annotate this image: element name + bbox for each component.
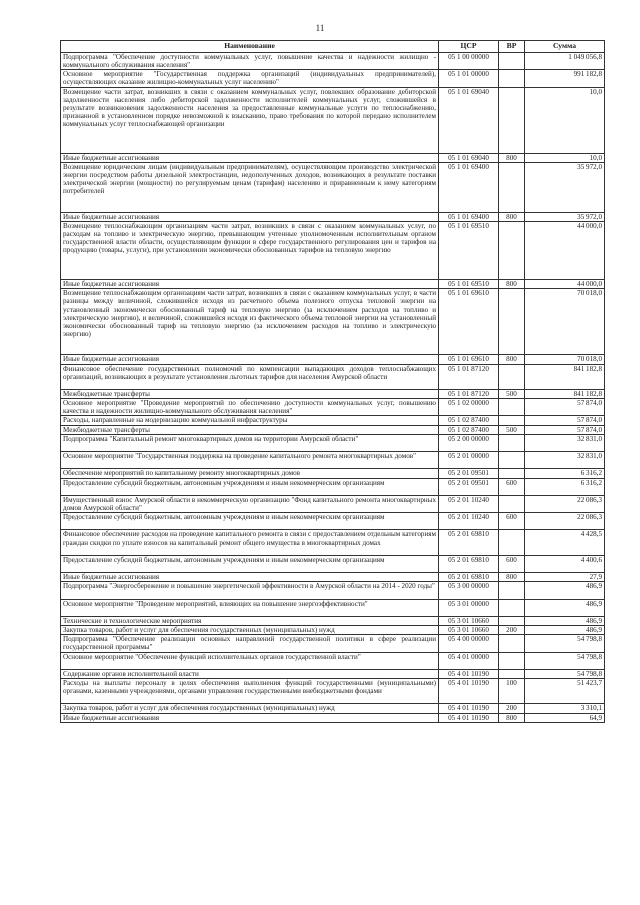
table-row	[61, 280, 605, 289]
row-csr-cell: 05 4 01 00000	[439, 652, 499, 669]
table-row	[61, 555, 605, 572]
table-row	[61, 626, 605, 635]
row-sum-cell: 486,9	[525, 616, 605, 625]
row-csr-cell: 05 1 02 87400	[439, 425, 499, 434]
table-row	[61, 652, 605, 669]
table-row	[61, 416, 605, 425]
row-csr-cell: 05 4 01 10190	[439, 713, 499, 722]
row-vr-cell: 800	[499, 212, 525, 221]
table-row	[61, 452, 605, 469]
row-csr-cell: 05 3 01 10660	[439, 626, 499, 635]
table-row	[61, 469, 605, 478]
row-vr-cell: 800	[499, 280, 525, 289]
row-name-cell: Иные бюджетные ассигнования	[61, 355, 439, 364]
row-csr-cell: 05 4 00 00000	[439, 635, 499, 652]
row-vr-cell	[499, 635, 525, 652]
row-csr-cell: 05 1 01 69040	[439, 153, 499, 162]
row-vr-cell: 200	[499, 626, 525, 635]
row-vr-cell: 800	[499, 355, 525, 364]
row-sum-cell: 32 831,0	[525, 434, 605, 451]
row-vr-cell	[499, 599, 525, 616]
row-vr-cell	[499, 495, 525, 512]
row-csr-cell: 05 1 01 00000	[439, 70, 499, 87]
row-sum-cell: 64,9	[525, 713, 605, 722]
row-sum-cell: 44 000,0	[525, 222, 605, 280]
row-sum-cell: 70 018,0	[525, 289, 605, 355]
table-row	[61, 70, 605, 87]
row-name-cell: Имущественный взнос Амурской области в некоммерческую организацию "Фонд капитального ремонта многоквартирных домов Амурской области"	[61, 495, 439, 512]
table-row	[61, 573, 605, 582]
row-vr-cell	[499, 469, 525, 478]
row-vr-cell: 600	[499, 513, 525, 530]
row-name-cell: Предоставление субсидий бюджетным, автономным учреждениям и иным некоммерческим организациям	[61, 555, 439, 572]
table-row	[61, 355, 605, 364]
row-vr-cell	[499, 70, 525, 87]
table-row	[61, 582, 605, 599]
row-name-cell: Содержание органов исполнительной власти	[61, 669, 439, 678]
row-sum-cell: 57 874,0	[525, 416, 605, 425]
row-csr-cell: 05 1 01 69510	[439, 222, 499, 280]
row-sum-cell: 10,0	[525, 87, 605, 153]
row-name-cell: Закупка товаров, работ и услуг для обеспечения государственных (муниципальных) нужд	[61, 626, 439, 635]
row-name-cell: Расходы, направленные на модернизацию коммунальной инфраструктуры	[61, 416, 439, 425]
row-vr-cell: 800	[499, 713, 525, 722]
table-row	[61, 434, 605, 451]
row-csr-cell: 05 2 00 00000	[439, 434, 499, 451]
table-row	[61, 390, 605, 399]
row-name-cell: Основное мероприятие "Проведение мероприятий, влияющих на повышение энергоэффективности"	[61, 599, 439, 616]
header-vr: ВР	[499, 41, 525, 53]
row-sum-cell: 3 310,1	[525, 704, 605, 713]
row-sum-cell: 22 086,3	[525, 513, 605, 530]
header-sum: Сумма	[525, 41, 605, 53]
row-vr-cell: 200	[499, 704, 525, 713]
row-sum-cell: 991 182,8	[525, 70, 605, 87]
table-row	[61, 530, 605, 555]
row-csr-cell: 05 2 01 69810	[439, 573, 499, 582]
table-row	[61, 399, 605, 416]
row-name-cell: Обеспечение мероприятий по капитальному ремонту многоквартирных домов	[61, 469, 439, 478]
table-row	[61, 87, 605, 153]
row-name-cell: Финансовое обеспечение расходов на проведение капитального ремонта в связи с предоставлением отдельным категориям граждан скидки по уплате взносов на капитальный ремонт общего имущества в многоквартирных домах	[61, 530, 439, 555]
row-name-cell: Возмещение юридическим лицам (индивидуальным предпринимателям), осуществляющим производство электрической энергии посредством работы дизельной электростанции, недополученных доходов, возникающих в результате поставки электрической энергии (мощности) по регулируемым ценам (тарифам) населению и приравненным к нему категориям потребителей	[61, 162, 439, 212]
row-csr-cell: 05 2 01 09501	[439, 469, 499, 478]
row-vr-cell	[499, 399, 525, 416]
budget-table	[60, 40, 605, 723]
row-vr-cell	[499, 669, 525, 678]
row-name-cell: Иные бюджетные ассигнования	[61, 713, 439, 722]
row-csr-cell: 05 2 01 69810	[439, 530, 499, 555]
row-csr-cell: 05 1 01 69400	[439, 162, 499, 212]
row-sum-cell: 486,9	[525, 582, 605, 599]
row-csr-cell: 05 4 01 10190	[439, 704, 499, 713]
row-csr-cell: 05 3 00 00000	[439, 582, 499, 599]
row-sum-cell: 57 874,0	[525, 399, 605, 416]
row-sum-cell: 10,0	[525, 153, 605, 162]
row-sum-cell: 841 182,8	[525, 390, 605, 399]
table-row	[61, 495, 605, 512]
row-name-cell: Подпрограмма "Обеспечение реализации основных направлений государственной политики в сфере реализации государственной программы"	[61, 635, 439, 652]
table-row	[61, 616, 605, 625]
row-csr-cell: 05 3 01 00000	[439, 599, 499, 616]
row-vr-cell	[499, 222, 525, 280]
row-csr-cell: 05 1 01 69610	[439, 289, 499, 355]
row-sum-cell: 35 972,0	[525, 162, 605, 212]
row-vr-cell	[499, 162, 525, 212]
table-row	[61, 478, 605, 495]
row-sum-cell: 841 182,8	[525, 364, 605, 389]
table-row	[61, 635, 605, 652]
row-sum-cell: 35 972,0	[525, 212, 605, 221]
row-name-cell: Иные бюджетные ассигнования	[61, 280, 439, 289]
row-vr-cell: 800	[499, 573, 525, 582]
row-vr-cell: 600	[499, 555, 525, 572]
row-vr-cell	[499, 87, 525, 153]
row-sum-cell: 57 874,0	[525, 425, 605, 434]
table-body	[61, 53, 605, 723]
row-csr-cell: 05 2 01 09501	[439, 478, 499, 495]
table-row	[61, 599, 605, 616]
row-vr-cell	[499, 530, 525, 555]
table-header-row	[61, 41, 605, 53]
row-csr-cell: 05 1 01 69610	[439, 355, 499, 364]
table-row	[61, 513, 605, 530]
table-row	[61, 212, 605, 221]
row-name-cell: Финансовое обеспечение государственных полномочий по компенсации выпадающих доходов теплоснабжающих организаций, возникающих в результате установления льготных тарифов для населения Амурской области	[61, 364, 439, 389]
row-vr-cell: 500	[499, 425, 525, 434]
row-name-cell: Основное мероприятие "Государственная поддержка на проведение капитального ремонта многоквартирных домов"	[61, 452, 439, 469]
row-name-cell: Иные бюджетные ассигнования	[61, 212, 439, 221]
row-name-cell: Иные бюджетные ассигнования	[61, 573, 439, 582]
row-name-cell: Технические и технологические мероприятия	[61, 616, 439, 625]
row-sum-cell: 54 798,8	[525, 652, 605, 669]
row-vr-cell: 600	[499, 478, 525, 495]
table-row	[61, 289, 605, 355]
row-sum-cell: 486,9	[525, 626, 605, 635]
row-name-cell: Предоставление субсидий бюджетным, автономным учреждениям и иным некоммерческим организациям	[61, 513, 439, 530]
row-name-cell: Возмещение теплоснабжающим организациям части затрат, возникших в связи с оказанием коммунальных услуг, в части разницы между величиной, сложившейся исходя из расчетного объема полезного отпуска тепловой энергии на установленный экономически обоснованный тариф на тепловую энергию (за исключением расходов на топливо и электрическую энергию), и величиной, сложившейся исходя из фактического объема тепловой энергии на установленный экономически обоснованный тариф на тепловую энергию (за исключением расходов на топливо и электрическую энергию)	[61, 289, 439, 355]
row-vr-cell	[499, 452, 525, 469]
row-name-cell: Иные бюджетные ассигнования	[61, 153, 439, 162]
table-row	[61, 162, 605, 212]
row-name-cell: Подпрограмма "Энергосбережение и повышение энергетической эффективности в Амурской области на 2014 - 2020 годы"	[61, 582, 439, 599]
row-vr-cell: 800	[499, 153, 525, 162]
row-vr-cell	[499, 53, 525, 70]
row-csr-cell: 05 1 02 00000	[439, 399, 499, 416]
row-sum-cell: 32 831,0	[525, 452, 605, 469]
table-row	[61, 364, 605, 389]
row-csr-cell: 05 1 01 87120	[439, 390, 499, 399]
row-csr-cell: 05 4 01 10190	[439, 669, 499, 678]
row-name-cell: Основное мероприятие "Проведение мероприятий по обеспечению доступности коммунальных услуг, повышению качества и надежности жилищно-коммунального обслуживания населения"	[61, 399, 439, 416]
row-sum-cell: 70 018,0	[525, 355, 605, 364]
row-name-cell: Подпрограмма "Капитальный ремонт многоквартирных домов на территории Амурской области"	[61, 434, 439, 451]
table-row	[61, 222, 605, 280]
table-row	[61, 153, 605, 162]
row-csr-cell: 05 1 00 00000	[439, 53, 499, 70]
row-sum-cell: 4 428,5	[525, 530, 605, 555]
row-vr-cell	[499, 289, 525, 355]
row-name-cell: Закупка товаров, работ и услуг для обеспечения государственных (муниципальных) нужд	[61, 704, 439, 713]
row-name-cell: Основное мероприятие "Обеспечение функций исполнительных органов государственной власти"	[61, 652, 439, 669]
table-row	[61, 704, 605, 713]
row-csr-cell: 05 1 01 87120	[439, 364, 499, 389]
row-vr-cell	[499, 652, 525, 669]
row-csr-cell: 05 2 01 69810	[439, 555, 499, 572]
row-vr-cell	[499, 582, 525, 599]
table-row	[61, 425, 605, 434]
row-sum-cell: 486,9	[525, 599, 605, 616]
row-name-cell: Возмещение теплоснабжающим организациям части затрат, возникших в связи с оказанием коммунальных услуг, по расходам на топливо и электрическую энергию, превышающим учтенные уполномоченным исполнительным органом государственной власти области, осуществляющим функции в сфере государственного регулирования цен и тарифов на продукцию (товары, услуги), при установлении экономически обоснованных тарифов на тепловую энергию	[61, 222, 439, 280]
row-csr-cell: 05 2 01 00000	[439, 452, 499, 469]
row-sum-cell: 4 400,6	[525, 555, 605, 572]
row-csr-cell: 05 1 01 69400	[439, 212, 499, 221]
row-vr-cell: 100	[499, 679, 525, 704]
page-number: 11	[315, 23, 325, 33]
table-row	[61, 669, 605, 678]
row-vr-cell	[499, 434, 525, 451]
row-csr-cell: 05 1 01 69040	[439, 87, 499, 153]
row-sum-cell: 44 000,0	[525, 280, 605, 289]
row-sum-cell: 1 049 056,8	[525, 53, 605, 70]
table-row	[61, 53, 605, 70]
row-csr-cell: 05 4 01 10190	[439, 679, 499, 704]
row-csr-cell: 05 2 01 10240	[439, 495, 499, 512]
row-sum-cell: 22 086,3	[525, 495, 605, 512]
row-name-cell: Возмещение части затрат, возникших в связи с оказанием коммунальных услуг, повлекших образование дебиторской задолженности населения либо дебиторской задолженности исполнителей коммунальных услуг, сложившейся в результате возникновения задолженности населения за предоставленные коммунальные услуги по теплоснабжению, признанной в установленном порядке невозможной к взысканию, право требования по которой передано исполнителем коммунальных услуг теплоснабжающей организации	[61, 87, 439, 153]
row-name-cell: Предоставление субсидий бюджетным, автономным учреждениям и иным некоммерческим организациям	[61, 478, 439, 495]
row-name-cell: Расходы на выплаты персоналу в целях обеспечения выполнения функций государственными (муниципальными) органами, казенными учреждениями, органами управления государственными внебюджетными фондами	[61, 679, 439, 704]
row-csr-cell: 05 1 01 69510	[439, 280, 499, 289]
row-sum-cell: 54 798,8	[525, 635, 605, 652]
header-name: Наименование	[61, 41, 439, 53]
row-vr-cell: 500	[499, 390, 525, 399]
row-name-cell: Подпрограмма "Обеспечение доступности коммунальных услуг, повышение качества и надежности жилищно - коммунального обслуживания населения"	[61, 53, 439, 70]
row-csr-cell: 05 2 01 10240	[439, 513, 499, 530]
row-name-cell: Межбюджетные трансферты	[61, 425, 439, 434]
row-sum-cell: 54 798,8	[525, 669, 605, 678]
row-csr-cell: 05 1 02 87400	[439, 416, 499, 425]
row-vr-cell	[499, 416, 525, 425]
row-name-cell: Основное мероприятие "Государственная поддержка организаций (индивидуальных предпринимателей), осуществляющих оказание жилищно-коммунальных услуг населению"	[61, 70, 439, 87]
row-csr-cell: 05 3 01 10660	[439, 616, 499, 625]
table-row	[61, 679, 605, 704]
row-vr-cell	[499, 364, 525, 389]
row-sum-cell: 27,9	[525, 573, 605, 582]
row-sum-cell: 6 316,2	[525, 478, 605, 495]
table-row	[61, 713, 605, 722]
row-sum-cell: 6 316,2	[525, 469, 605, 478]
row-sum-cell: 51 423,7	[525, 679, 605, 704]
row-name-cell: Межбюджетные трансферты	[61, 390, 439, 399]
row-vr-cell	[499, 616, 525, 625]
header-csr: ЦСР	[439, 41, 499, 53]
